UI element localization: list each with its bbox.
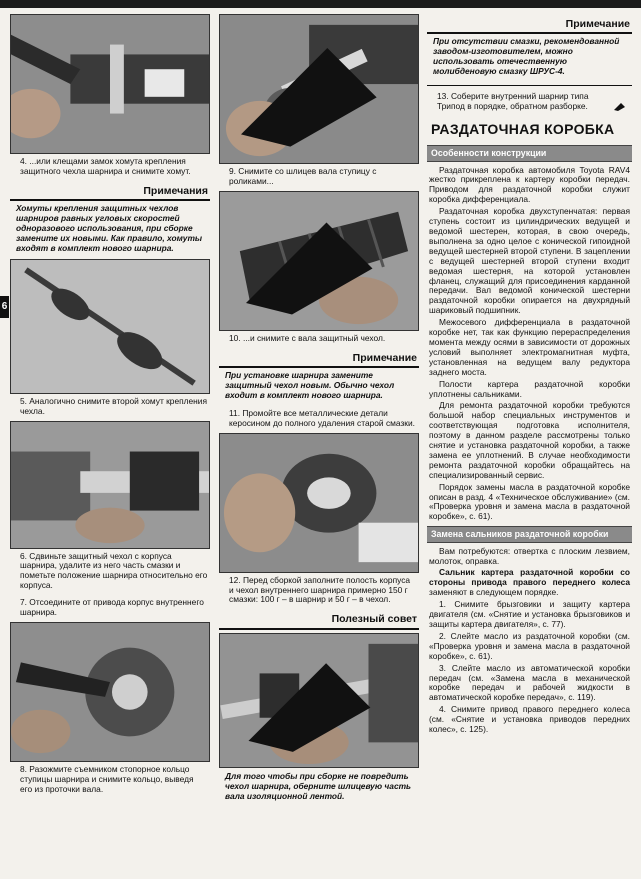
note-text: При установке шарнира замените защитный чехол новым. Обычно чехол входит в комплект нового шарнира. <box>225 370 395 400</box>
tip-text: Для того чтобы при сборке не повредить чехол шарнира, оберните шлицевую часть вала изоляционной лентой. <box>225 770 412 801</box>
procedure-step: 4. Снимите привод правого переднего колеса (см. «Снятие и установка приводов передних колес», с. 125). <box>429 704 630 735</box>
note-text: При отсутствии смазки, рекомендованной заводом-изготовителем, можно использовать отечественную молибденовую смазку ШРУС-4. <box>433 36 620 77</box>
note-title: Примечание <box>427 16 632 34</box>
photo-drive-shaft <box>10 259 210 394</box>
procedure-intro <box>427 568 632 600</box>
paragraph: Раздаточная коробка двухступенчатая: первая ступень состоит из цилиндрических ведущей и ведомой шестерен, которая, в свою очередь, выполнена за одно целое с конической гипоидной ведущей шестерней второй ступени. В зацеплении с ведущей шестерней второй ступени входит ведомая шестерня, на которой установлен фланец, служащий для присоединения карданной передачи. Вал ведомой конической шестерни раздаточной коробки опирается на двухрядный шариковый подшипник. <box>429 206 630 316</box>
procedure-step: 2. Слейте масло из раздаточной коробки (см. «Проверка уровня и замена масла в раздаточной коробке», с. 61). <box>429 630 630 661</box>
note-title: Примечание <box>219 350 419 368</box>
tip-title: Полезный совет <box>219 611 419 629</box>
caption-step-4: 4. ...или клещами замок хомута крепления защитного чехла шарнира и снимите хомут. <box>20 156 191 176</box>
photo-hub-rollers <box>219 14 419 164</box>
column-left <box>10 14 210 799</box>
photo-grease-filling <box>219 433 419 573</box>
procedure-intro-bold: Сальник картера раздаточной коробки со стороны привода правого переднего колеса <box>429 567 630 588</box>
paragraph: Для ремонта раздаточной коробки требуются большой набор специальных инструментов и соответствующая подготовка исполнителя, поэтому в данном разделе рассмотрены только снятие и установка раздаточной коробки, а также замена ее уплотнений. В случае необходимости ремонта раздаточной коробки обращайтесь на специализированный сервис. <box>429 400 630 480</box>
caption-step-6: 6. Сдвиньте защитный чехол с корпуса шарнира, удалите из него часть смазки и пометьте положение шарнира относительно его корпуса. <box>20 550 208 591</box>
column-middle <box>219 14 419 806</box>
caption-step-13-text: 13. Соберите внутренний шарнир типа Трипод в порядке, обратном разборке. <box>437 91 589 111</box>
tools-required: Вам потребуются: отвертка с плоским лезвием, молоток, оправка. <box>429 545 630 566</box>
caption-step-9: 9. Снимите со шлицев вала ступицу с роликами... <box>229 166 377 186</box>
photo-shaft-tape <box>219 633 419 768</box>
divider <box>427 85 632 86</box>
page-header-strip <box>0 0 641 8</box>
subsection-design-features: Особенности конструкции <box>427 145 632 161</box>
caption-step-7: 7. Отсоедините от привода корпус внутреннего шарнира. <box>20 597 204 618</box>
procedure-step: 3. Слейте масло из автоматической коробки передач (см. «Замена масла в механической коробке передач и рабочей жидкости в автоматической коробке передач», с. 119). <box>429 662 630 703</box>
caption-step-8: 8. Разожмите съемником стопорное кольцо ступицы шарнира и снимите кольцо, выведя его из проточки вала. <box>20 763 194 794</box>
photo-clamp-pliers <box>10 14 210 154</box>
paragraph: Полости картера раздаточной коробки уплотнены сальниками. <box>429 378 630 399</box>
caption-step-12: 12. Перед сборкой заполните полость корпуса и чехол внутреннего шарнира примерно 150 г смазки: 100 г – в шарнир и 50 г – в чехол. <box>229 574 411 605</box>
caption-step-10: 10. ...и снимите с вала защитный чехол. <box>229 332 386 343</box>
section-title: РАЗДАТОЧНАЯ КОРОБКА <box>431 120 615 137</box>
paragraph: Раздаточная коробка автомобиля Toyota RAV4 жестко прикреплена к картеру коробки передач. Приводом для раздаточной коробки служит коробка дифференциала. <box>429 164 630 205</box>
photo-boot-slide <box>10 421 210 549</box>
chapter-tab: 6 <box>0 296 9 318</box>
subsection-seal-replacement: Замена сальников раздаточной коробки <box>427 526 632 542</box>
caption-step-11: 11. Промойте все металлические детали керосином до полного удаления старой смазки. <box>229 407 415 428</box>
caption-step-13 <box>427 89 632 116</box>
note-text: Хомуты крепления защитных чехлов шарниров равных угловых скоростей одноразового использования, при сборке замените их новыми. Как правило, хомуты входят в комплект нового шарнира. <box>16 203 203 253</box>
photo-boot-removal <box>219 191 419 331</box>
note-title: Примечания <box>10 183 210 201</box>
photo-circlip-removal <box>10 622 210 762</box>
paragraph: Межосевого дифференциала в раздаточной коробке нет, так как функцию перераспределения момента между осями в зависимости от дорожных условий выполняет электромагнитная муфта, установленная на ведущем валу редуктора заднего моста. <box>429 317 630 377</box>
procedure-intro-rest: заменяют в следующем порядке. <box>429 587 559 598</box>
column-right <box>427 14 632 737</box>
procedure-step: 1. Снимите брызговики и защиту картера двигателя (см. «Снятие и установка брызговиков и защиты картера двигателя», с. 77). <box>429 599 630 630</box>
caption-step-5: 5. Аналогично снимите второй хомут крепления чехла. <box>20 395 208 416</box>
paragraph: Порядок замены масла в раздаточной коробке описан в разд. 4 «Техническое обслуживание» (см. «Проверка уровня и замена масла в раздаточной коробке», с. 61). <box>429 481 630 522</box>
